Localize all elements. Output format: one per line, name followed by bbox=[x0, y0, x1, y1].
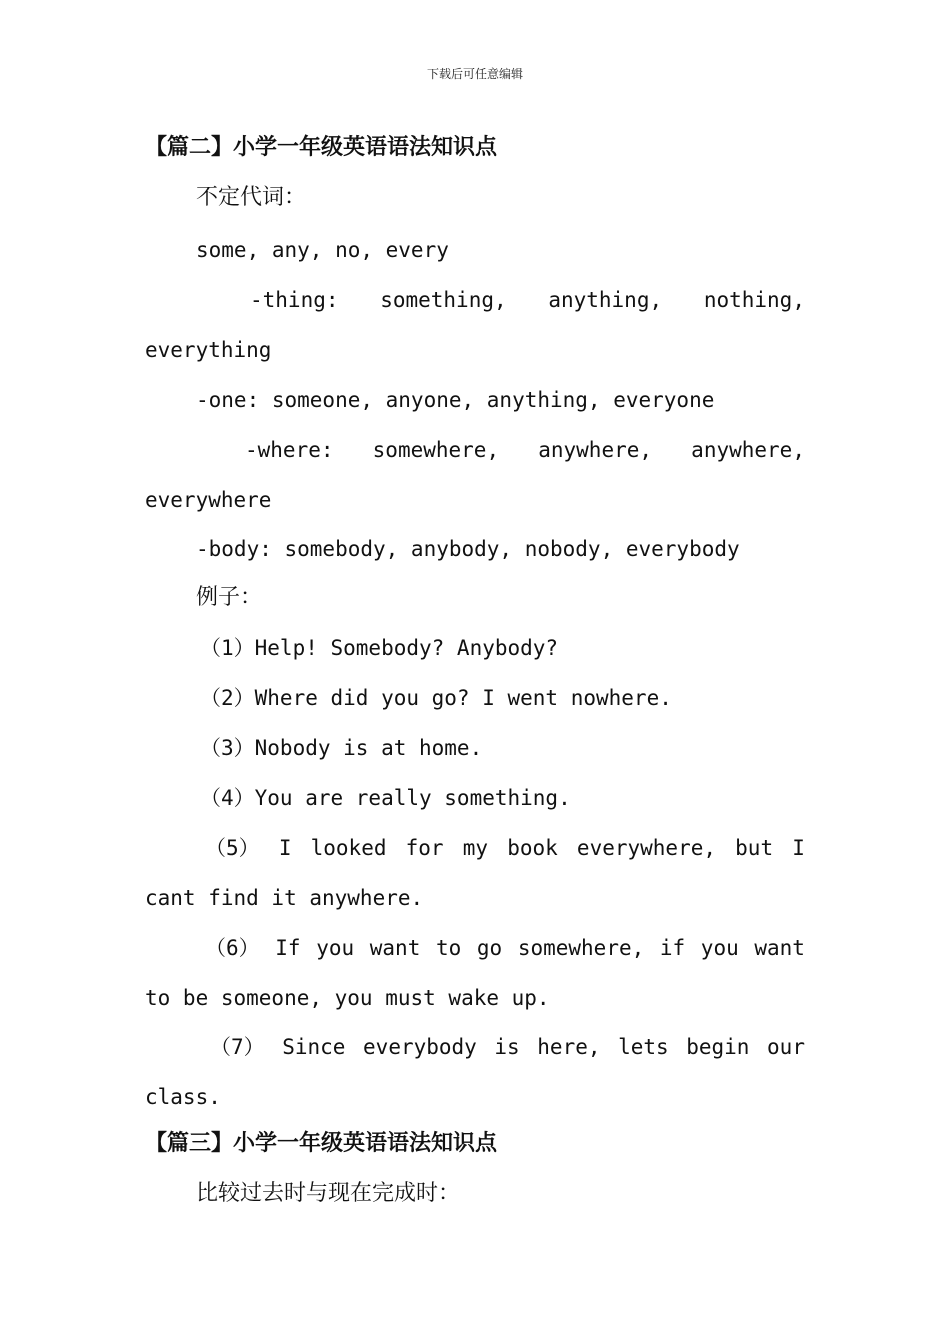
word: you bbox=[316, 936, 355, 960]
word: anything, bbox=[548, 288, 663, 312]
text-line: -body: somebody, anybody, nobody, everybody bbox=[196, 537, 740, 561]
example-7 bbox=[210, 1033, 805, 1061]
example-7-continued: class. bbox=[145, 1085, 221, 1109]
example-4: （4）You are really something. bbox=[200, 786, 571, 810]
section-subtitle: 不定代词： bbox=[196, 185, 307, 210]
section-subtitle: 比较过去时与现在完成时： bbox=[196, 1181, 461, 1206]
word: our bbox=[767, 1035, 805, 1059]
word: is bbox=[494, 1035, 520, 1059]
justified-line-where bbox=[245, 436, 805, 464]
word: want bbox=[754, 936, 805, 960]
word: begin bbox=[686, 1035, 750, 1059]
word: I bbox=[278, 836, 292, 860]
word: （6） bbox=[205, 936, 260, 960]
justified-line-thing bbox=[250, 286, 805, 314]
example-3: （3）Nobody is at home. bbox=[200, 736, 483, 760]
word: Since bbox=[282, 1035, 346, 1059]
section-title: 【篇二】小学一年级英语语法知识点 bbox=[145, 135, 498, 160]
word: to bbox=[435, 936, 462, 960]
word: （7） bbox=[210, 1035, 265, 1059]
examples-label: 例子： bbox=[196, 585, 263, 610]
section-title: 【篇三】小学一年级英语语法知识点 bbox=[145, 1131, 498, 1156]
word: if bbox=[659, 936, 686, 960]
example-2: （2）Where did you go? I went nowhere. bbox=[200, 686, 672, 710]
word: something, bbox=[380, 288, 507, 312]
word: nothing, bbox=[703, 288, 805, 312]
word: somewhere, bbox=[372, 438, 500, 462]
text-line: -one: someone, anyone, anything, everyone bbox=[196, 388, 715, 412]
word: If bbox=[275, 936, 301, 960]
example-5-continued: cant find it anywhere. bbox=[145, 886, 424, 910]
word: anywhere, bbox=[538, 438, 653, 462]
example-1: （1）Help! Somebody? Anybody? bbox=[200, 636, 559, 660]
word: somewhere, bbox=[517, 936, 645, 960]
word: lets bbox=[618, 1035, 669, 1059]
text-line: everything bbox=[145, 338, 272, 362]
word: go bbox=[476, 936, 503, 960]
example-6 bbox=[205, 934, 805, 962]
text-line: everywhere bbox=[145, 488, 272, 512]
word: everywhere, bbox=[576, 836, 716, 860]
word: （5） bbox=[205, 836, 260, 860]
word: book bbox=[507, 836, 558, 860]
text-line: some, any, no, every bbox=[196, 238, 449, 262]
page-header-note: 下载后可任意编辑 bbox=[426, 67, 523, 81]
word: I bbox=[792, 836, 805, 860]
word: anywhere, bbox=[691, 438, 805, 462]
word: my bbox=[462, 836, 489, 860]
word: want bbox=[369, 936, 421, 960]
word: here, bbox=[537, 1035, 601, 1059]
word: you bbox=[700, 936, 739, 960]
example-5 bbox=[205, 834, 805, 862]
example-6-continued: to be someone, you must wake up. bbox=[145, 986, 550, 1010]
word: looked bbox=[310, 836, 387, 860]
word: everybody bbox=[363, 1035, 477, 1059]
word: -thing: bbox=[250, 288, 339, 312]
word: for bbox=[405, 836, 444, 860]
word: -where: bbox=[245, 438, 334, 462]
word: but bbox=[735, 836, 774, 860]
